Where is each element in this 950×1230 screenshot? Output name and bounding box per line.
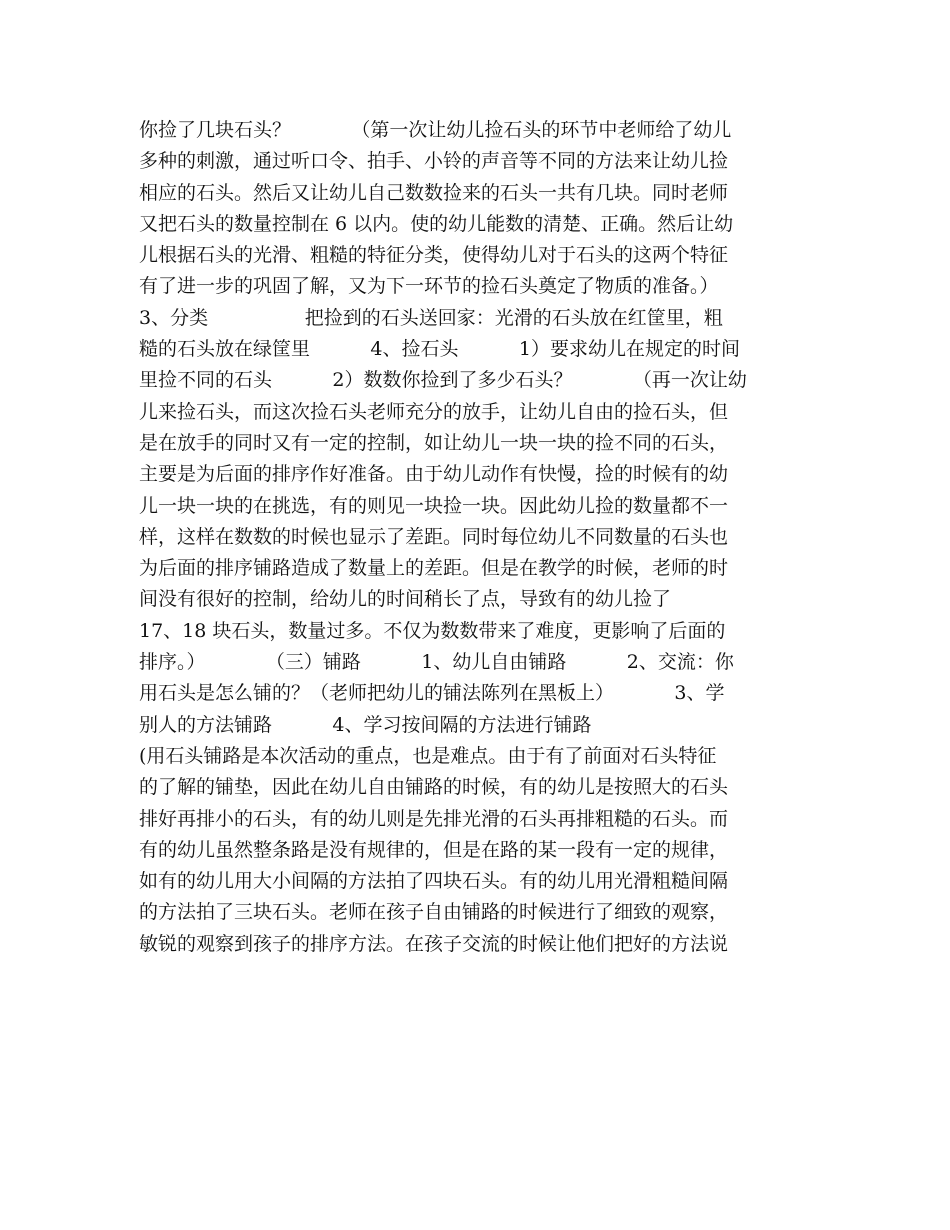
text-line: 有了进一步的巩固了解，又为下一环节的捡石头奠定了物质的准备。） <box>139 275 719 298</box>
text-line: 的了解的铺垫，因此在幼儿自由铺路的时候，有的幼儿是按照大的石头 <box>139 776 729 799</box>
text-line: 是在放手的同时又有一定的控制，如让幼儿一块一块的捡不同的石头， <box>139 431 729 454</box>
text-line: 有的幼儿虽然整条路是没有规律的，但是在路的某一段有一定的规律， <box>139 838 729 861</box>
text-line: 主要是为后面的排序作好准备。由于幼儿动作有快慢，捡的时候有的幼 <box>139 463 729 486</box>
text-line: 儿根据石头的光滑、粗糙的特征分类，使得幼儿对于石头的这两个特征 <box>139 244 729 267</box>
text-line: 如有的幼儿用大小间隔的方法拍了四块石头。有的幼儿用光滑粗糙间隔 <box>139 870 729 893</box>
text-line: 糙的石头放在绿筐里 4、捡石头 1）要求幼儿在规定的时间 <box>139 338 740 361</box>
text-line: 用石头是怎么铺的？（老师把幼儿的铺法陈列在黑板上） 3、学 <box>139 682 725 705</box>
text-line: 敏锐的观察到孩子的排序方法。在孩子交流的时候让他们把好的方法说 <box>139 932 729 955</box>
text-line: 排序。） （三）铺路 1、幼儿自由铺路 2、交流：你 <box>139 651 734 674</box>
text-line: 相应的石头。然后又让幼儿自己数数捡来的石头一共有几块。同时老师 <box>139 181 729 204</box>
text-line: 里捡不同的石头 2）数数你捡到了多少石头？ （再一次让幼 <box>139 369 747 392</box>
text-line: 又把石头的数量控制在 6 以内。使的幼儿能数的清楚、正确。然后让幼 <box>139 212 734 235</box>
text-line: 你捡了几块石头？ （第一次让幼儿捡石头的环节中老师给了幼儿 <box>139 119 732 141</box>
text-line: 排好再排小的石头，有的幼儿则是先排光滑的石头再排粗糙的石头。而 <box>139 807 729 830</box>
body-text <box>139 115 819 960</box>
text-line: 别人的方法铺路 4、学习按间隔的方法进行铺路 <box>139 713 592 736</box>
text-line: 儿来捡石头，而这次捡石头老师充分的放手，让幼儿自由的捡石头，但 <box>139 400 729 423</box>
text-line: 儿一块一块的在挑选，有的则见一块捡一块。因此幼儿捡的数量都不一 <box>139 494 729 517</box>
text-line: 为后面的排序铺路造成了数量上的差距。但是在教学的时候，老师的时 <box>139 557 729 580</box>
text-line: 样，这样在数数的时候也显示了差距。同时每位幼儿不同数量的石头也 <box>139 525 729 548</box>
text-line: 17、18 块石头，数量过多。不仅为数数带来了难度，更影响了后面的 <box>139 619 726 642</box>
text-line: 3、分类 把捡到的石头送回家：光滑的石头放在红筐里，粗 <box>139 306 723 329</box>
text-line: 的方法拍了三块石头。老师在孩子自由铺路的时候进行了细致的观察， <box>139 901 729 924</box>
text-line: 多种的刺激，通过听口令、拍手、小铃的声音等不同的方法来让幼儿捡 <box>139 150 729 173</box>
text-line: (用石头铺路是本次活动的重点，也是难点。由于有了前面对石头特征 <box>139 744 717 767</box>
text-line: 间没有很好的控制，给幼儿的时间稍长了点，导致有的幼儿捡了 <box>139 588 672 611</box>
